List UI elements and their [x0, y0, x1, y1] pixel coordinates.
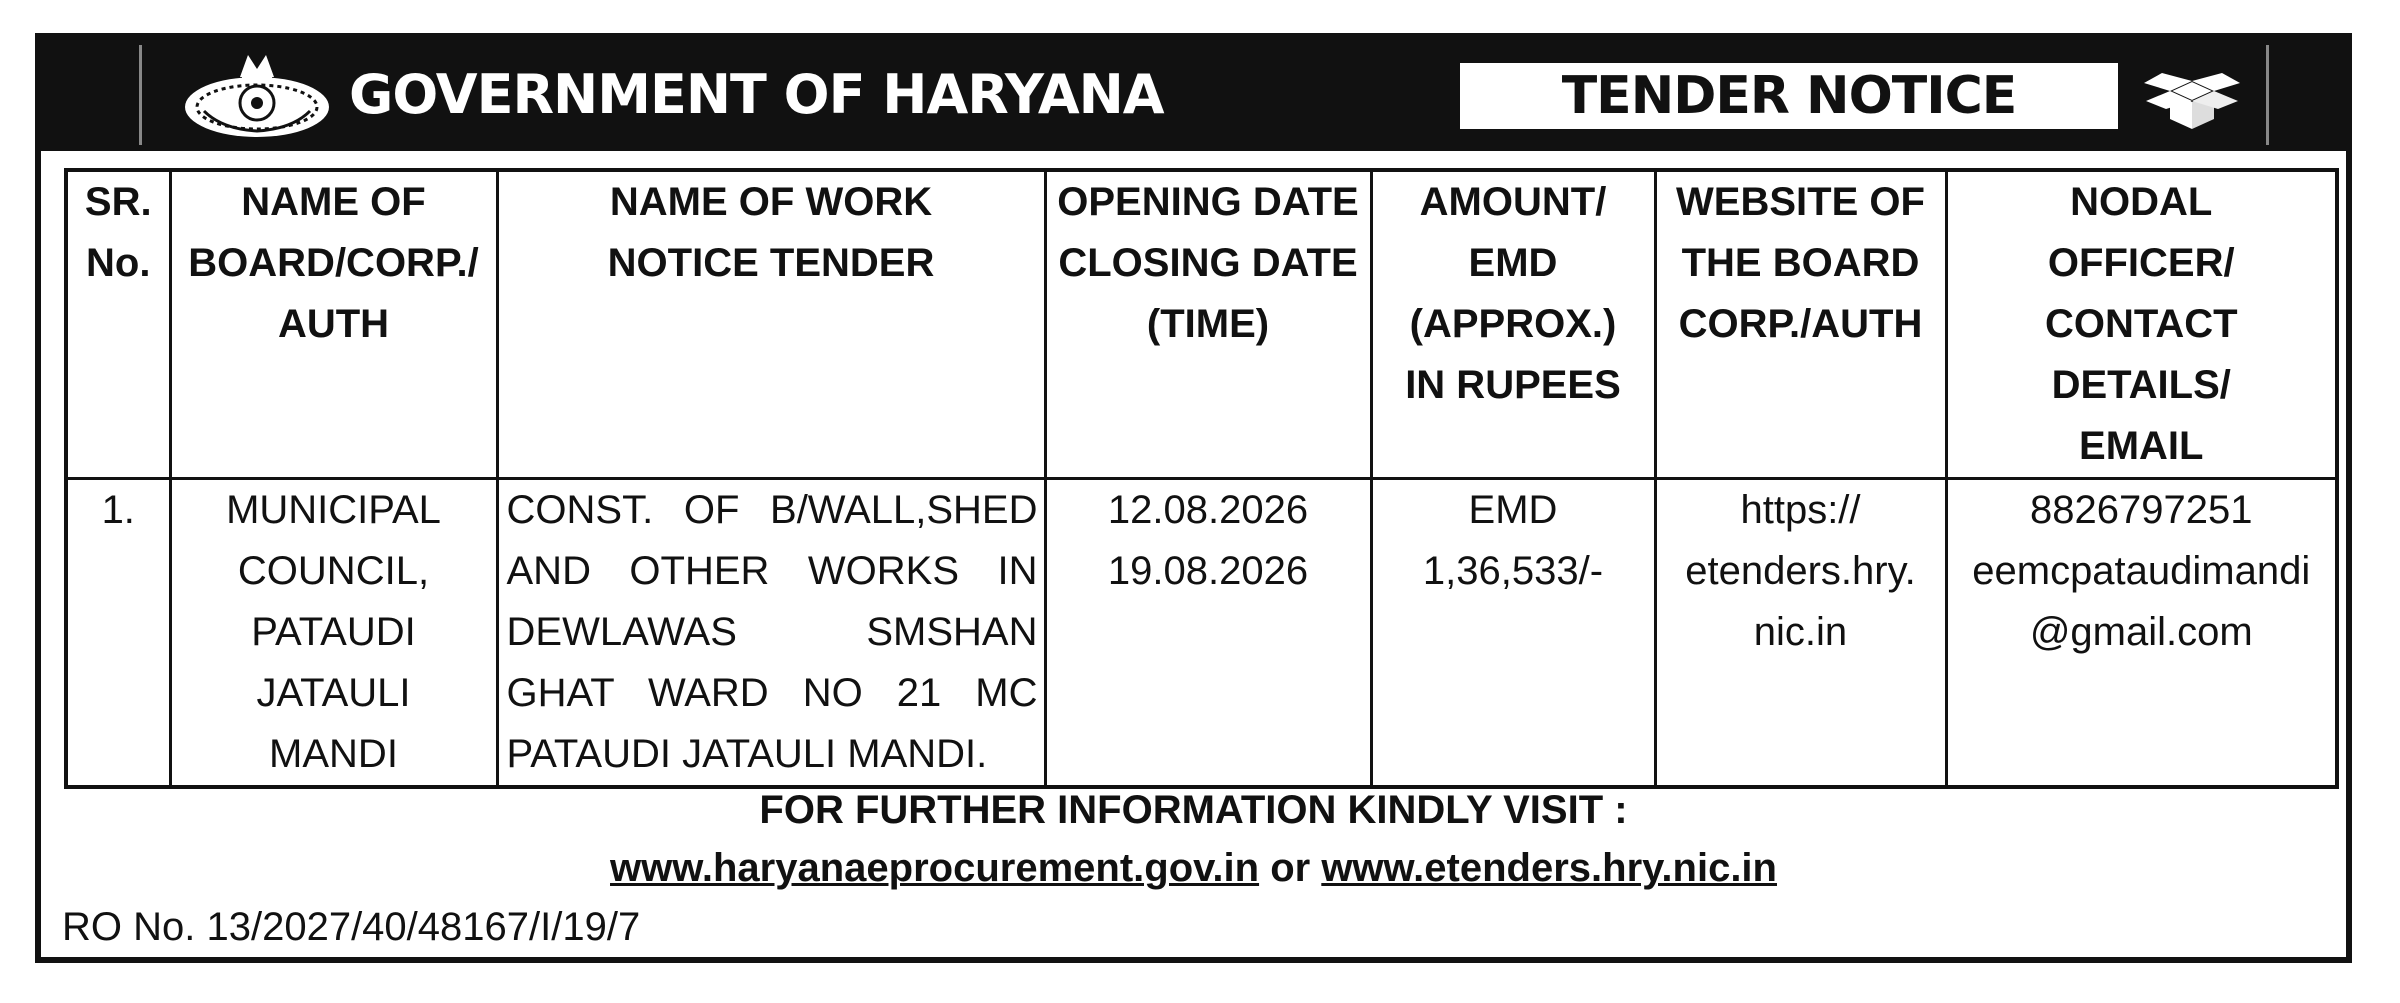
tender-notice-label — [1460, 63, 2118, 129]
etenders-link[interactable]: www.etenders.hry.nic.in — [1321, 846, 1777, 890]
footer-links — [41, 838, 2346, 898]
cell-website: https:// etenders.hry. nic.in — [1655, 479, 1946, 788]
header-contact: NODAL OFFICER/ CONTACT DETAILS/ EMAIL — [1946, 170, 2337, 479]
cell-work: CONST. OF B/WALL,SHED AND OTHER WORKS IN DEWLAWAS SMSHAN GHAT WARD NO 21 MC PATAUDI JATAULI MANDI. — [497, 479, 1045, 788]
tender-box-icon — [2136, 61, 2246, 136]
header-sr-no: SR. No. — [66, 170, 170, 479]
table-header-row — [66, 170, 2337, 479]
tender-notice-frame — [35, 33, 2352, 963]
header-amount: AMOUNT/ EMD (APPROX.) IN RUPEES — [1371, 170, 1655, 479]
tender-notice-text: TENDER NOTICE — [1561, 66, 2017, 126]
header-website: WEBSITE OF THE BOARD CORP./AUTH — [1655, 170, 1946, 479]
cell-board: MUNICIPAL COUNCIL, PATAUDI JATAULI MANDI — [170, 479, 497, 788]
haryana-eprocurement-link[interactable]: www.haryanaeprocurement.gov.in — [610, 846, 1260, 890]
tender-table — [64, 168, 2339, 789]
header-dates: OPENING DATE CLOSING DATE (TIME) — [1045, 170, 1371, 479]
header-work: NAME OF WORK NOTICE TENDER — [497, 170, 1045, 479]
cell-contact: 8826797251 eemcpataudimandi @gmail.com — [1946, 479, 2337, 788]
ro-number: RO No. 13/2027/40/48167/I/19/7 — [62, 905, 641, 949]
government-title: GOVERNMENT OF HARYANA — [349, 63, 1164, 126]
link-connector: or — [1270, 846, 1311, 890]
banner-inner — [139, 45, 2269, 145]
header-board: NAME OF BOARD/CORP./ AUTH — [170, 170, 497, 479]
cell-sr-no: 1. — [66, 479, 170, 788]
cell-dates: 12.08.2026 19.08.2026 — [1045, 479, 1371, 788]
further-info-text: FOR FURTHER INFORMATION KINDLY VISIT : — [759, 788, 1628, 832]
cell-amount: EMD 1,36,533/- — [1371, 479, 1655, 788]
notice-banner — [41, 39, 2346, 151]
haryana-emblem-icon — [182, 51, 332, 144]
table-row — [66, 479, 2337, 788]
